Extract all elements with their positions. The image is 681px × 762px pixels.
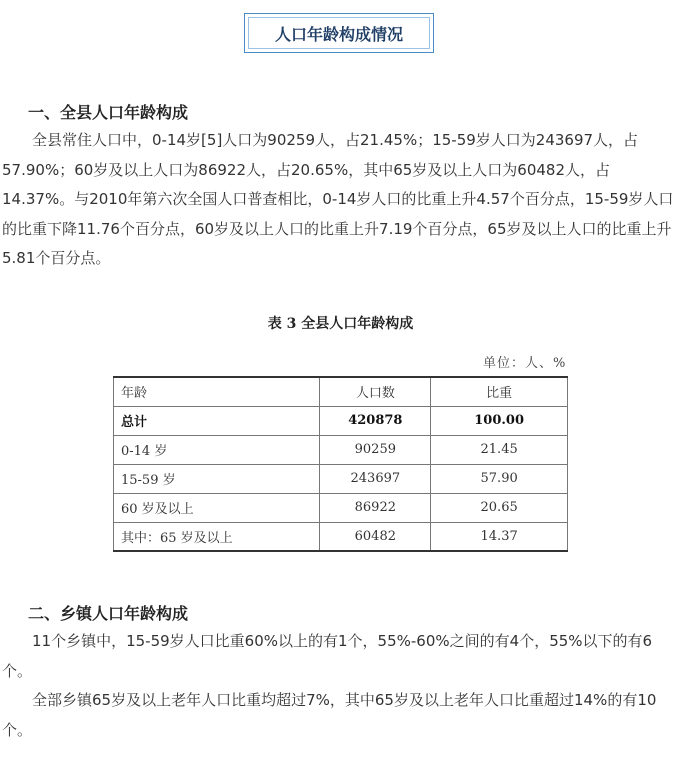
section-2-heading: 二、乡镇人口年龄构成 <box>28 604 189 623</box>
row-population: 86922 <box>320 493 431 522</box>
table-row <box>114 493 568 522</box>
section-1-paragraph: 全县常住人口中，0-14岁[5]人口为90259人，占21.45%；15-59岁人口为243697人，占57.90%；60岁及以上人口为86922人，占20.65%，其中65岁及以上人口为60482人，占14.37%。与2010年第六次全国人口普查相比，0-14岁人口的比重上升4.57个百分点，15-59岁人口的比重下降11.76个百分点，60岁及以上人口的比重上升7.19个百分点，65岁及以上人口的比重上升5.81个百分点。 <box>2 131 674 267</box>
table-header-row <box>114 377 568 406</box>
page-title-box <box>244 13 434 53</box>
row-label: 0-14 岁 <box>114 435 320 464</box>
row-label: 15-59 岁 <box>114 464 320 493</box>
section-2-paragraph-1: 11个乡镇中，15-59岁人口比重60%以上的有1个，55%-60%之间的有4个，55%以下的有6个。 <box>2 632 653 680</box>
section-2-paragraph-2: 全部乡镇65岁及以上老年人口比重均超过7%，其中65岁及以上老年人口比重超过14%的有10个。 <box>2 691 657 739</box>
row-population: 60482 <box>320 522 431 551</box>
table-row-total <box>114 406 568 435</box>
row-share: 100.00 <box>431 406 568 435</box>
section-1-heading: 一、全县人口年龄构成 <box>28 103 189 122</box>
table-row <box>114 435 568 464</box>
table-unit: 单位：人、% <box>483 356 567 371</box>
row-label: 其中：65 岁及以上 <box>114 522 320 551</box>
row-label: 总计 <box>114 406 320 435</box>
header-share: 比重 <box>431 377 568 406</box>
age-structure-table <box>113 376 568 552</box>
row-label: 60 岁及以上 <box>114 493 320 522</box>
row-share: 57.90 <box>431 464 568 493</box>
table-row <box>114 464 568 493</box>
header-age: 年龄 <box>114 377 320 406</box>
row-population: 420878 <box>320 406 431 435</box>
row-share: 21.45 <box>431 435 568 464</box>
table-caption: 表 3 全县人口年龄构成 <box>267 316 414 332</box>
page-title: 人口年龄构成情况 <box>274 24 403 44</box>
row-population: 243697 <box>320 464 431 493</box>
row-share: 20.65 <box>431 493 568 522</box>
header-population: 人口数 <box>320 377 431 406</box>
row-population: 90259 <box>320 435 431 464</box>
table-row <box>114 522 568 551</box>
row-share: 14.37 <box>431 522 568 551</box>
